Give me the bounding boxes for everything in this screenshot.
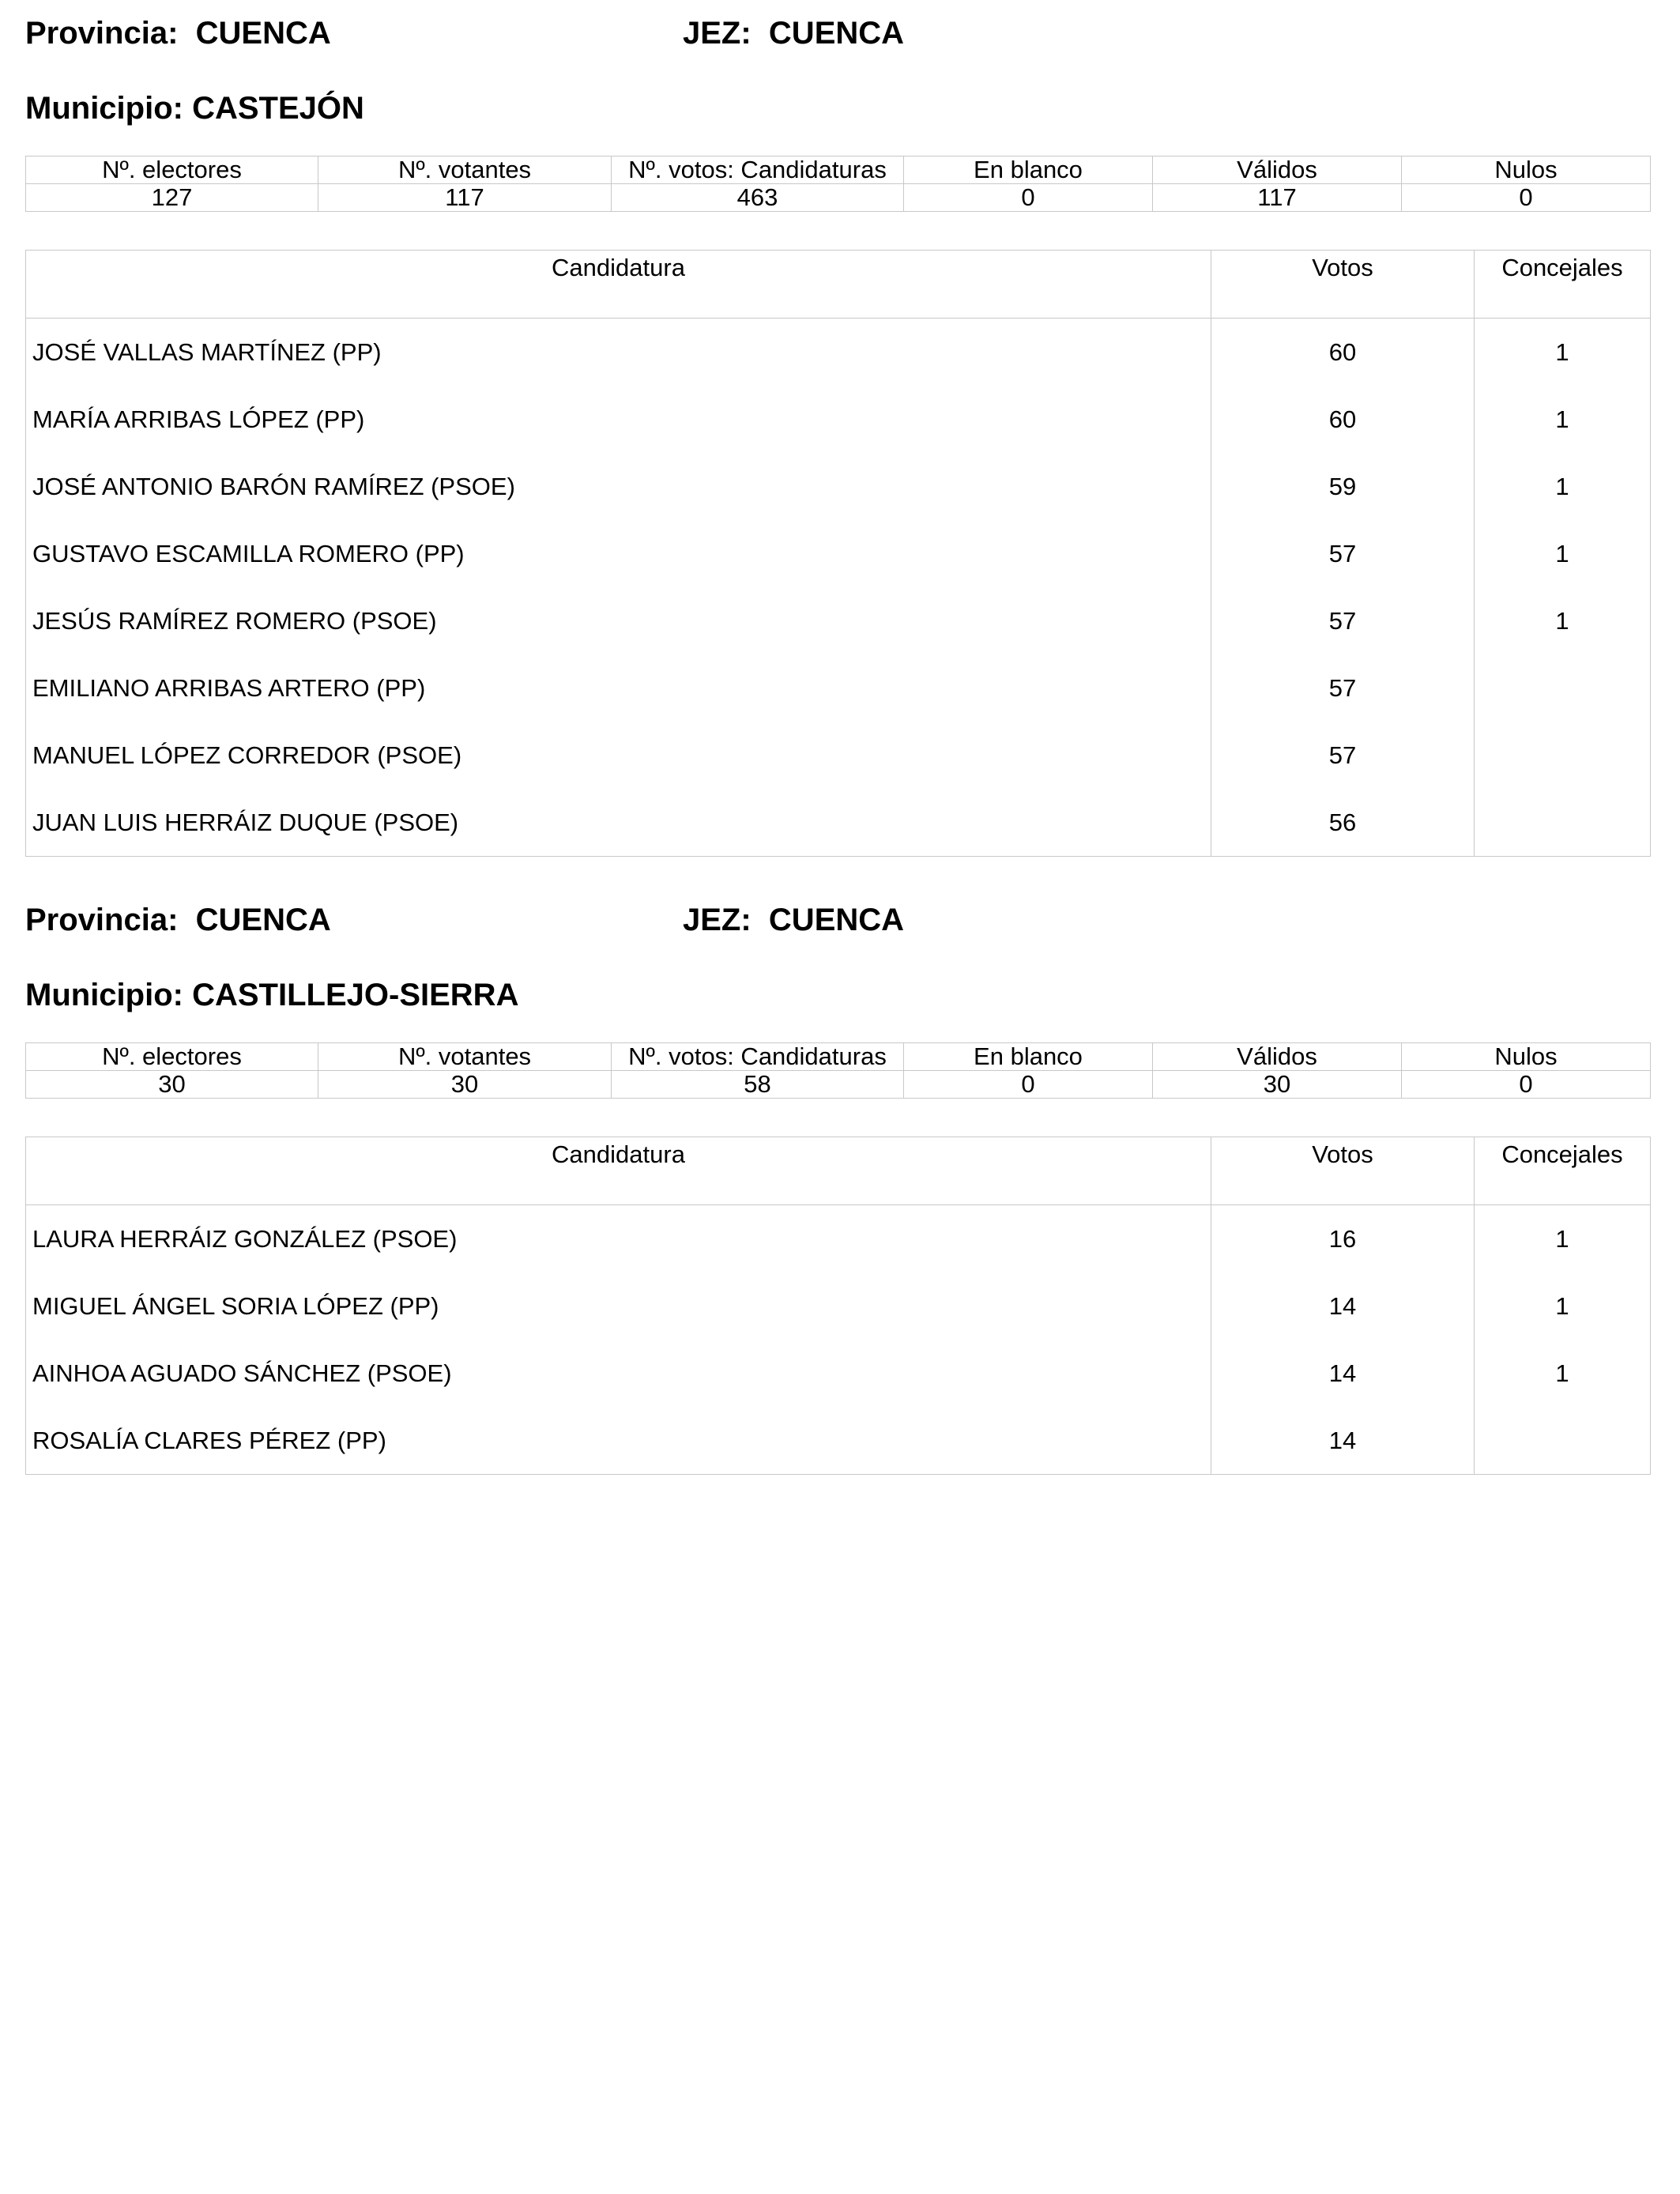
- candidate-name: ROSALÍA CLARES PÉREZ (PP): [32, 1426, 386, 1454]
- candidate-concejales: 1: [1475, 1205, 1651, 1273]
- candidate-concejales: 1: [1475, 386, 1651, 453]
- stats-header-row: [26, 156, 1651, 184]
- stats-header-votos-candidaturas: Nº. votos: Candidaturas: [612, 156, 904, 184]
- stats-value-validos: 30: [1153, 1071, 1402, 1099]
- table-row: [26, 319, 1651, 386]
- stats-header-validos: Válidos: [1153, 156, 1402, 184]
- municipio-label: Municipio:: [25, 91, 183, 126]
- jez-line: [683, 16, 904, 51]
- candidates-table: [25, 1137, 1651, 1475]
- candidate-name: MANUEL LÓPEZ CORREDOR (PSOE): [32, 741, 462, 769]
- stats-header-nulos: Nulos: [1402, 156, 1651, 184]
- stats-value-row: [26, 1071, 1651, 1099]
- candidate-votos: 57: [1211, 520, 1475, 587]
- stats-header-en-blanco: En blanco: [904, 156, 1153, 184]
- candidate-name: AINHOA AGUADO SÁNCHEZ (PSOE): [32, 1359, 452, 1387]
- table-row: [26, 1340, 1651, 1407]
- municipio-label: Municipio:: [25, 978, 183, 1012]
- candidate-votos: 14: [1211, 1407, 1475, 1475]
- candidate-concejales: [1475, 722, 1651, 789]
- candidate-concejales: [1475, 654, 1651, 722]
- provincia-label: Provincia:: [25, 903, 179, 937]
- section-header: [25, 0, 1650, 51]
- stats-header-electores: Nº. electores: [26, 156, 318, 184]
- table-row: [26, 520, 1651, 587]
- candidate-concejales: [1475, 789, 1651, 857]
- candidate-votos: 16: [1211, 1205, 1475, 1273]
- stats-header-en-blanco: En blanco: [904, 1043, 1153, 1071]
- stats-value-nulos: 0: [1402, 1071, 1651, 1099]
- municipio-section-castejon: [25, 0, 1650, 857]
- candidate-votos: 59: [1211, 453, 1475, 520]
- table-row: [26, 789, 1651, 857]
- stats-table: [25, 156, 1651, 212]
- candidate-name: GUSTAVO ESCAMILLA ROMERO (PP): [32, 539, 465, 567]
- candidate-votos: 14: [1211, 1340, 1475, 1407]
- candidate-name: MIGUEL ÁNGEL SORIA LÓPEZ (PP): [32, 1291, 439, 1320]
- stats-header-validos: Válidos: [1153, 1043, 1402, 1071]
- municipio-title: [25, 978, 1650, 1013]
- candidate-concejales: 1: [1475, 520, 1651, 587]
- provincia-value: CUENCA: [195, 903, 331, 937]
- stats-header-row: [26, 1043, 1651, 1071]
- candidate-votos: 56: [1211, 789, 1475, 857]
- candidate-concejales: 1: [1475, 587, 1651, 654]
- candidate-votos: 57: [1211, 654, 1475, 722]
- provincia-label: Provincia:: [25, 16, 179, 51]
- candidate-concejales: 1: [1475, 319, 1651, 386]
- table-row: [26, 453, 1651, 520]
- header-candidatura: Candidatura: [26, 1137, 1211, 1205]
- stats-header-votos-candidaturas: Nº. votos: Candidaturas: [612, 1043, 904, 1071]
- candidate-name: LAURA HERRÁIZ GONZÁLEZ (PSOE): [32, 1224, 458, 1253]
- header-votos: Votos: [1211, 1137, 1475, 1205]
- stats-value-en-blanco: 0: [904, 184, 1153, 212]
- jez-label: JEZ:: [683, 903, 751, 937]
- stats-value-votos-candidaturas: 463: [612, 184, 904, 212]
- stats-table: [25, 1042, 1651, 1099]
- stats-value-electores: 127: [26, 184, 318, 212]
- table-row: [26, 587, 1651, 654]
- stats-header-electores: Nº. electores: [26, 1043, 318, 1071]
- stats-value-row: [26, 184, 1651, 212]
- candidate-name: JUAN LUIS HERRÁIZ DUQUE (PSOE): [32, 808, 459, 836]
- stats-value-electores: 30: [26, 1071, 318, 1099]
- candidate-name: JOSÉ VALLAS MARTÍNEZ (PP): [32, 337, 382, 366]
- stats-header-votantes: Nº. votantes: [318, 156, 612, 184]
- candidate-votos: 14: [1211, 1272, 1475, 1340]
- stats-header-votantes: Nº. votantes: [318, 1043, 612, 1071]
- stats-value-votantes: 117: [318, 184, 612, 212]
- section-header: [25, 887, 1650, 937]
- candidates-table: [25, 250, 1651, 857]
- candidate-concejales: 1: [1475, 453, 1651, 520]
- candidate-votos: 60: [1211, 319, 1475, 386]
- stats-header-nulos: Nulos: [1402, 1043, 1651, 1071]
- candidate-concejales: 1: [1475, 1340, 1651, 1407]
- candidate-concejales: 1: [1475, 1272, 1651, 1340]
- jez-value: CUENCA: [768, 903, 905, 937]
- municipio-value: CASTILLEJO-SIERRA: [192, 978, 519, 1012]
- table-row: [26, 722, 1651, 789]
- candidate-votos: 57: [1211, 722, 1475, 789]
- stats-value-nulos: 0: [1402, 184, 1651, 212]
- candidates-header-row: [26, 251, 1651, 319]
- candidates-header-row: [26, 1137, 1651, 1205]
- provincia-value: CUENCA: [195, 16, 331, 51]
- jez-value: CUENCA: [768, 16, 905, 51]
- municipio-value: CASTEJÓN: [192, 91, 364, 126]
- table-row: [26, 1407, 1651, 1475]
- candidate-name: EMILIANO ARRIBAS ARTERO (PP): [32, 673, 426, 702]
- stats-value-validos: 117: [1153, 184, 1402, 212]
- table-row: [26, 1272, 1651, 1340]
- municipio-section-castillejo-sierra: [25, 887, 1650, 1475]
- stats-value-votantes: 30: [318, 1071, 612, 1099]
- candidate-name: MARÍA ARRIBAS LÓPEZ (PP): [32, 405, 365, 433]
- candidate-votos: 57: [1211, 587, 1475, 654]
- jez-line: [683, 903, 904, 938]
- table-row: [26, 386, 1651, 453]
- candidate-concejales: [1475, 1407, 1651, 1475]
- provincia-line: [25, 16, 331, 51]
- stats-value-votos-candidaturas: 58: [612, 1071, 904, 1099]
- header-concejales: Concejales: [1475, 1137, 1651, 1205]
- candidate-name: JOSÉ ANTONIO BARÓN RAMÍREZ (PSOE): [32, 472, 515, 500]
- candidate-name: JESÚS RAMÍREZ ROMERO (PSOE): [32, 606, 437, 635]
- provincia-line: [25, 903, 331, 938]
- header-candidatura: Candidatura: [26, 251, 1211, 319]
- header-concejales: Concejales: [1475, 251, 1651, 319]
- candidate-votos: 60: [1211, 386, 1475, 453]
- table-row: [26, 1205, 1651, 1273]
- table-row: [26, 654, 1651, 722]
- jez-label: JEZ:: [683, 16, 751, 51]
- stats-value-en-blanco: 0: [904, 1071, 1153, 1099]
- header-votos: Votos: [1211, 251, 1475, 319]
- municipio-title: [25, 91, 1650, 126]
